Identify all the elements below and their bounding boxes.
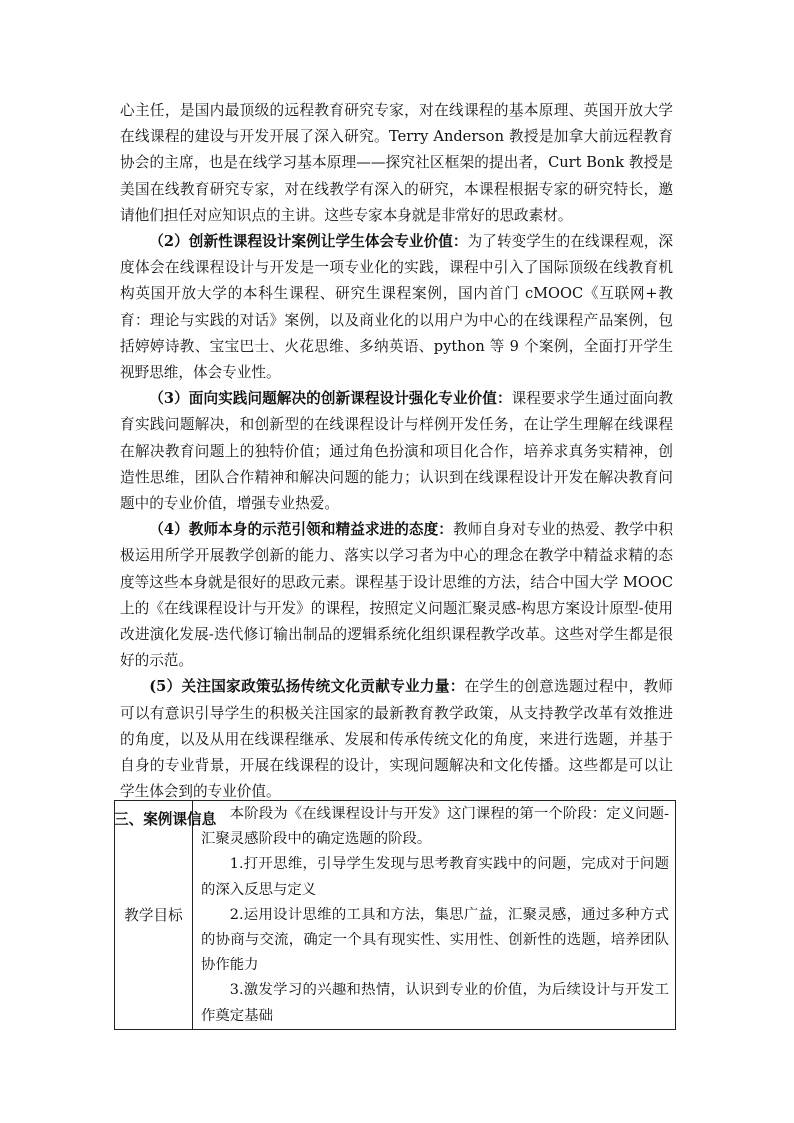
document-body [114,98,674,833]
objective-item-1: 1.打开思维，引导学生发现与思考教育实践中的问题，完成对于问题的深入反思与定义 [201,856,669,898]
objective-item-3: 3.激发学习的兴趣和热情，认识到专业的价值，为后续设计与开发工作奠定基础 [201,982,669,1024]
item-body: 教师自身对专业的热爱、教学中积极运用所学开展教学创新的能力、落实以学习者为中心的理念在教学中精益求精的态度等这些本身就是很好的思政元素。课程基于设计思维的方法，结合中国大学 MOOC 上的《在线课程设计与开发》的课程，按照定义问题汇聚灵感-构思方案设计原型-使用改进演化发展-迭代修订输出制品的逻辑系统化组织课程教学改革。这些对学生都是很好的示范。 [120,521,673,670]
section-title: 三、案例课信息 [114,811,217,829]
item-paragraph-2 [120,229,673,386]
item-heading: (5）关注国家政策弘扬传统文化贡献专业力量： [149,678,465,696]
objective-item-2: 2.运用设计思维的工具和方法，集思广益，汇聚灵感，通过多种方式的协商与交流，确定一个具有现实性、实用性、创新性的选题，培养团队协作能力 [201,906,669,974]
intro-paragraph: 心主任，是国内最顶级的远程教育研究专家，对在线课程的基本原理、英国开放大学在线课程的建设与开发开展了深入研究。Terry Anderson 教授是加拿大前远程教育协会的主席，也是在线学习基本原理——探究社区框架的提出者，Curt Bonk 教授是美国在线教育研究专家，对在线教学有深入的研究，本课程根据专家的研究特长，邀请他们担任对应知识点的主讲。这些专家本身就是非常好的思政素材。 [120,102,673,224]
table-row [115,801,676,1030]
table-label-cell: 教学目标 [115,801,193,1030]
item-heading: （2）创新性课程设计案例让学生体会专业价值： [149,233,468,251]
item-heading: （3）面向实践问题解决的创新课程设计强化专业价值： [149,390,512,408]
item-paragraph-4 [120,517,673,674]
item-body: 为了转变学生的在线课程观，深度体会在线课程设计与开发是一项专业化的实践，课程中引入了国际顶级在线教育机构英国开放大学的本科生课程、研究生课程案例，国内首门 cMOOC《互联网+教育：理论与实践的对话》案例，以及商业化的以用户为中心的在线课程产品案例，包括婷婷诗教、宝宝巴士、火花思维、多纳英语、python 等 9 个案例，全面打开学生视野思维，体会专业性。 [120,233,674,382]
case-info-table [114,800,676,1030]
table-content-cell [193,801,676,1030]
item-paragraph-3 [120,386,673,517]
item-body: 课程要求学生通过面向教育实践问题解决，和创新型的在线课程设计与样例开发任务，在让学生理解在线课程在解决教育问题上的独特价值；通过角色扮演和项目化合作，培养求真务实精神，创造性思维，团队合作精神和解决问题的能力；认识到在线课程设计开发在解决教育问题中的专业价值，增强专业热爱。 [120,390,673,513]
objective-intro: 本阶段为《在线课程设计与开发》这门课程的第一个阶段：定义问题-汇聚灵感阶段中的确定选题的阶段。 [201,806,669,848]
item-body: 在学生的创意选题过程中，教师可以有意识引导学生的积极关注国家的最新教育教学政策，从支持教学改革有效推进的角度，以及从用在线课程继承、发展和传承传统文化的角度，来进行选题，并基于自身的专业背景，开展在线课程的设计，实现问题解决和文化传播。这些都是可以让学生体会到的专业价值。 [120,678,673,801]
item-heading: （4）教师本身的示范引领和精益求进的态度： [149,521,453,539]
item-paragraph-5 [120,674,673,805]
